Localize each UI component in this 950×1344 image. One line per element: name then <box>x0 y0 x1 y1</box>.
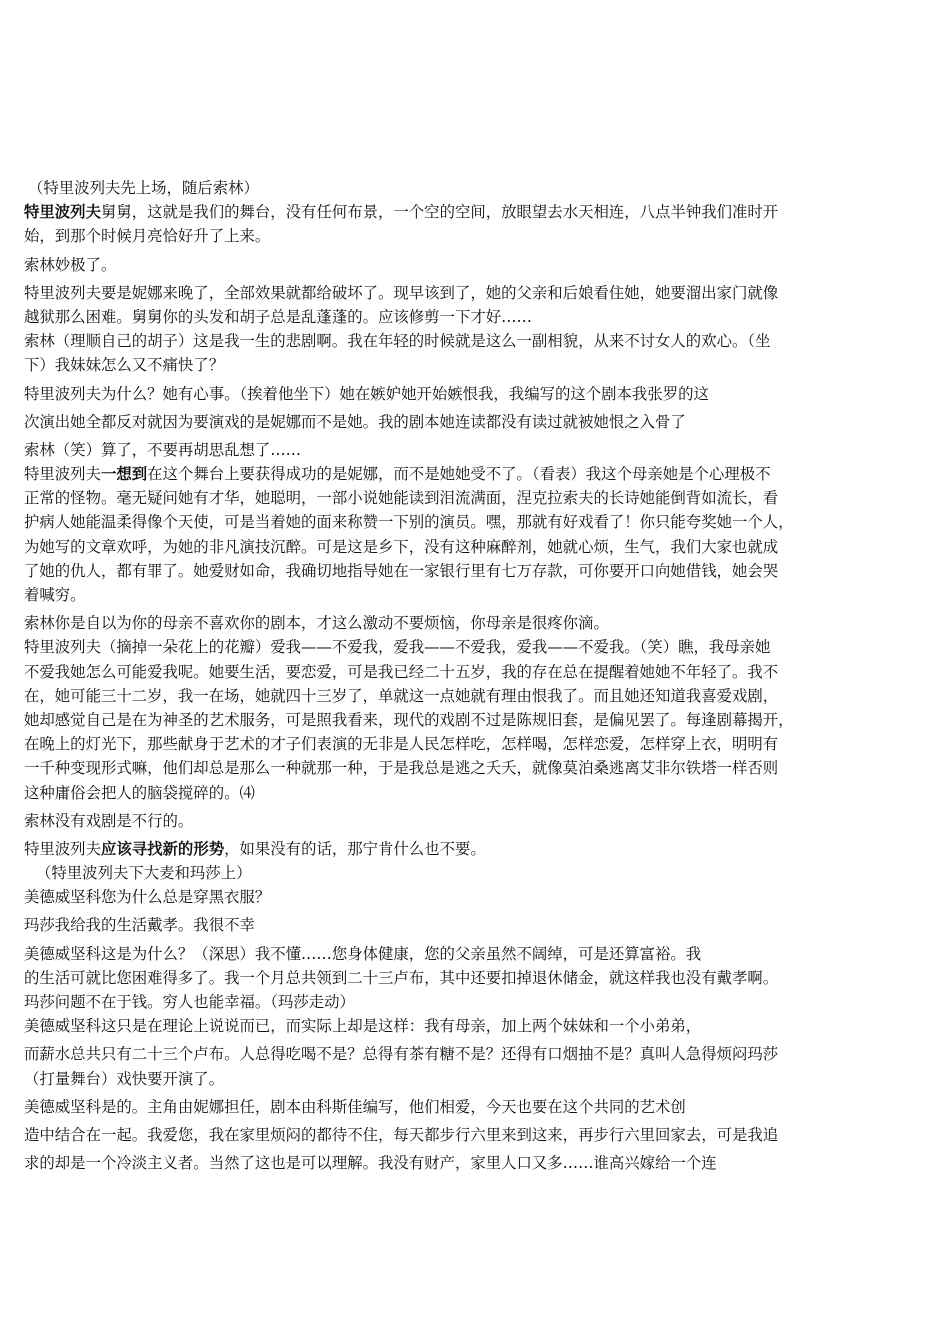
dialogue-line: 特里波列夫一想到在这个舞台上要获得成功的是妮娜，而不是她她受不了。（看表）我这个母亲她是个心理极不 <box>24 465 771 484</box>
dialogue-line: 索林你是自以为你的母亲不喜欢你的剧本，才这么激动不要烦恼，你母亲是很疼你滴。 <box>24 614 609 633</box>
dialogue-line: 玛莎我给我的生活戴孝。我很不幸 <box>24 916 255 935</box>
dialogue-line: 索林（笑）算了，不要再胡思乱想了…… <box>24 440 302 459</box>
dialogue-line: 特里波列夫应该寻找新的形势，如果没有的话，那宁肯什么也不要。 <box>24 839 486 858</box>
dialogue-line: 在，她可能三十二岁，我一在场，她就四十三岁了，单就这一点她就有理由恨我了。而且她还知道我喜爱戏剧， <box>24 686 779 705</box>
dialogue-line: 下）我妹妹怎么又不痛快了？ <box>24 356 225 375</box>
dialogue-line: 特里波列夫（摘掉一朵花上的花瓣）爱我——不爱我，爱我——不爱我，爱我——不爱我。（笑）瞧，我母亲她 <box>24 638 771 657</box>
dialogue-line: 越狱那么困难。舅舅你的头发和胡子总是乱蓬蓬的。应该修剪一下才好…… <box>24 307 532 326</box>
dialogue-line: 索林妙极了。 <box>24 255 117 274</box>
dialogue-line: 着喊穷。 <box>24 586 86 604</box>
dialogue-line: 而薪水总共只有二十三个卢布。人总得吃喝不是？总得有茶有糖不是？还得有口烟抽不是？真叫人急得烦闷玛莎 <box>24 1045 779 1064</box>
dialogue-line: 索林（理顺自己的胡子）这是我一生的悲剧啊。我在年轻的时候就是这么一副相貌，从来不讨女人的欢心。（坐 <box>24 332 771 351</box>
dialogue-line: （打量舞台）戏快要开演了。 <box>24 1069 225 1088</box>
script-page <box>24 176 928 1175</box>
dialogue-line: 在晚上的灯光下，那些献身于艺术的才子们表演的无非是人民怎样吃，怎样喝，怎样恋爱，怎样穿上衣，明明有 <box>24 735 779 754</box>
dialogue-line: 造中结合在一起。我爱您，我在家里烦闷的都待不住，每天都步行六里来到这来，再步行六里回家去，可是我追 <box>24 1125 779 1144</box>
dialogue-line: 不爱我她怎么可能爱我呢。她要生活，要恋爱，可是我已经二十五岁，我的存在总在提醒着她她不年轻了。我不 <box>24 662 779 681</box>
dialogue-line: 的生活可就比您困难得多了。我一个月总共领到二十三卢布，其中还要扣掉退休储金，就这样我也没有戴孝啊。 <box>24 968 779 987</box>
dialogue-line: 这种庸俗会把人的脑袋搅碎的。⑷ <box>24 783 255 802</box>
stage-direction: （特里波列夫下大麦和玛莎上） <box>36 864 252 883</box>
dialogue-line: 美德威坚科是的。主角由妮娜担任，剧本由科斯佳编写，他们相爱，今天也要在这个共同的艺术创 <box>24 1097 686 1116</box>
stage-direction: （特里波列夫先上场，随后索林） <box>28 179 259 197</box>
dialogue-line: 一千种变现形式嘛，他们却总是那么一种就那一种，于是我总是逃之夭夭，就像莫泊桑逃离艾非尔铁塔一样否则 <box>24 759 779 778</box>
dialogue-line: 始，到那个时候月亮恰好升了上来。 <box>24 227 271 246</box>
dialogue-line: 特里波列夫为什么？她有心事。（挨着他坐下）她在嫉妒她开始嫉恨我，我编写的这个剧本我张罗的这 <box>24 384 709 403</box>
dialogue-line: 玛莎问题不在于钱。穷人也能幸福。（玛莎走动） <box>24 993 355 1011</box>
dialogue-line: 美德威坚科您为什么总是穿黑衣服？ <box>24 888 271 907</box>
dialogue-line: 次演出她全都反对就因为要演戏的是妮娜而不是她。我的剧本她连读都没有读过就被她恨之入骨了 <box>24 412 686 431</box>
dialogue-line: 特里波列夫舅舅，这就是我们的舞台，没有任何布景，一个空的空间，放眼望去水天相连，八点半钟我们准时开 <box>24 203 779 222</box>
dialogue-line: 索林没有戏剧是不行的。 <box>24 811 194 830</box>
dialogue-line: 为她写的文章欢呼，为她的非凡演技沉醉。可是这是乡下，没有这种麻醉剂，她就心烦，生气，我们大家也就成 <box>24 537 779 556</box>
dialogue-line: 美德威坚科这是为什么？（深思）我不懂……您身体健康，您的父亲虽然不阔绰，可是还算富裕。我 <box>24 944 702 963</box>
dialogue-line: 正常的怪物。毫无疑问她有才华，她聪明，一部小说她能读到泪流满面，涅克拉索夫的长诗她能倒背如流长，看 <box>24 489 779 508</box>
dialogue-line: 特里波列夫要是妮娜来晚了，全部效果就都给破坏了。现早该到了，她的父亲和后娘看住她，她要溜出家门就像 <box>24 283 779 302</box>
dialogue-line: 了她的仇人，都有罪了。她爱财如命，我确切地指导她在一家银行里有七万存款，可你要开口向她借钱，她会哭 <box>24 561 779 580</box>
dialogue-line: 她却感觉自己是在为神圣的艺术服务，可是照我看来，现代的戏剧不过是陈规旧套，是偏见罢了。每逢剧幕揭开， <box>24 710 794 729</box>
dialogue-line: 求的却是一个冷淡主义者。当然了这也是可以理解。我没有财产，家里人口又多……谁高兴嫁给一个连 <box>24 1154 717 1173</box>
dialogue-line: 护病人她能温柔得像个天使，可是当着她的面来称赞一下别的演员。嘿，那就有好戏看了！你只能夸奖她一个人， <box>24 513 794 532</box>
dialogue-line: 美德威坚科这只是在理论上说说而已，而实际上却是这样：我有母亲，加上两个妹妹和一个小弟弟， <box>24 1017 702 1036</box>
